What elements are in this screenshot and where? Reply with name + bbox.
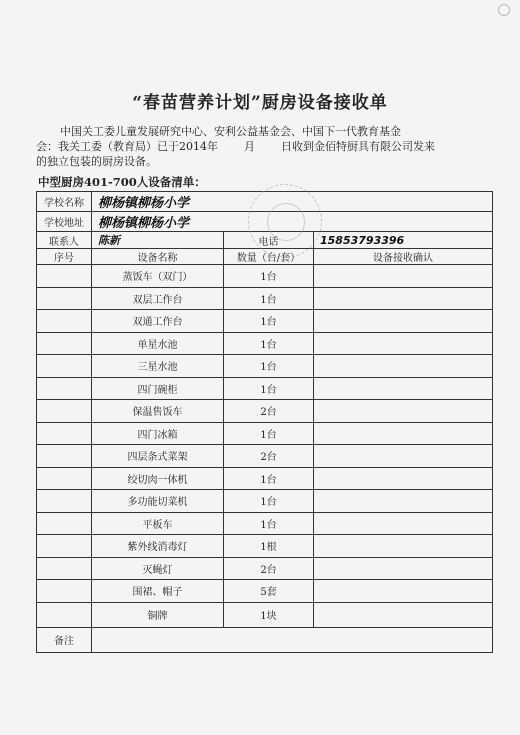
equipment-name-cell: 双层工作台 [92,287,224,310]
quantity-cell: 1块 [224,602,314,627]
row-index-cell [37,332,92,355]
table-row [37,287,493,310]
equipment-name-cell: 保温售饭车 [92,400,224,423]
school-address-label: 学校地址 [37,212,92,232]
equipment-name-cell: 灭蝇灯 [92,557,224,580]
remark-row [37,627,493,652]
table-row [37,557,493,580]
row-index-cell [37,467,92,490]
quantity-cell: 1台 [224,377,314,400]
contact-value[interactable]: 陈新 [92,232,224,249]
school-name-value[interactable]: 柳杨镇柳杨小学 [92,192,493,212]
row-index-cell [37,512,92,535]
quantity-cell: 1台 [224,422,314,445]
receipt-confirm-cell[interactable] [314,512,493,535]
quantity-cell: 1台 [224,490,314,513]
document-title: “春苗营养计划”厨房设备接收单 [132,93,388,113]
intro-line-2c: 日收到金佰特厨具有限公司发来 [281,140,435,153]
table-row [37,580,493,603]
table-row [37,310,493,333]
official-seal-stamp [248,184,322,258]
quantity-cell: 2台 [224,557,314,580]
table-row [37,422,493,445]
receipt-confirm-cell[interactable] [314,355,493,378]
equipment-name-cell: 铜牌 [92,602,224,627]
table-row [37,467,493,490]
row-index-cell [37,400,92,423]
equipment-name-cell: 双通工作台 [92,310,224,333]
row-index-cell [37,422,92,445]
receipt-confirm-cell[interactable] [314,467,493,490]
intro-line-2 [36,139,486,154]
equipment-name-cell: 平板车 [92,512,224,535]
remark-value[interactable] [92,627,493,652]
school-name-label: 学校名称 [37,192,92,212]
row-index-cell [37,445,92,468]
contact-label: 联系人 [37,232,92,249]
receipt-confirm-cell[interactable] [314,377,493,400]
quantity-cell: 1台 [224,310,314,333]
table-row [37,332,493,355]
row-index-cell [37,535,92,558]
quantity-cell: 2台 [224,445,314,468]
quantity-cell: 1台 [224,265,314,288]
quantity-cell: 1台 [224,332,314,355]
receipt-confirm-cell[interactable] [314,265,493,288]
phone-value[interactable]: 15853793396 [314,232,493,249]
row-index-cell [37,490,92,513]
table-row [37,265,493,288]
row-index-cell [37,557,92,580]
receipt-confirm-cell[interactable] [314,310,493,333]
school-address-value[interactable]: 柳杨镇柳杨小学 [92,212,493,232]
receipt-confirm-cell[interactable] [314,445,493,468]
equipment-name-cell: 绞切肉一体机 [92,467,224,490]
header-index: 序号 [37,249,92,265]
quantity-cell: 1台 [224,355,314,378]
equipment-name-cell: 四层条式菜架 [92,445,224,468]
quantity-cell: 2台 [224,400,314,423]
equipment-name-cell: 单星水池 [92,332,224,355]
equipment-list-subtitle: 中型厨房401-700人设备清单： [38,175,206,189]
quantity-cell: 1台 [224,467,314,490]
table-row [37,355,493,378]
table-row [37,445,493,468]
receipt-confirm-cell[interactable] [314,490,493,513]
intro-line-2a: 会：我关工委（教育局）已于2014年 [36,140,218,153]
row-index-cell [37,310,92,333]
receipt-confirm-cell[interactable] [314,535,493,558]
table-row [37,512,493,535]
phone-label: 电话 [224,232,314,249]
equipment-name-cell: 紫外线消毒灯 [92,535,224,558]
row-index-cell [37,377,92,400]
receipt-confirm-cell[interactable] [314,602,493,627]
equipment-name-cell: 多功能切菜机 [92,490,224,513]
hole-punch-mark [498,4,510,16]
receipt-confirm-cell[interactable] [314,332,493,355]
equipment-name-cell: 四门冰箱 [92,422,224,445]
row-index-cell [37,287,92,310]
intro-paragraph [36,124,486,169]
quantity-cell: 5套 [224,580,314,603]
header-quantity: 数量（台/套） [224,249,314,265]
table-row [37,535,493,558]
quantity-cell: 1根 [224,535,314,558]
equipment-name-cell: 三星水池 [92,355,224,378]
receipt-confirm-cell[interactable] [314,400,493,423]
receipt-confirm-cell[interactable] [314,580,493,603]
table-row [37,377,493,400]
row-index-cell [37,265,92,288]
table-row [37,490,493,513]
equipment-name-cell: 四门碗柜 [92,377,224,400]
quantity-cell: 1台 [224,512,314,535]
header-receipt-confirm: 设备接收确认 [314,249,493,265]
equipment-receipt-table [36,191,493,653]
intro-line-1: 中国关工委儿童发展研究中心、安利公益基金会、中国下一代教育基金 [60,125,401,138]
row-index-cell [37,355,92,378]
receipt-confirm-cell[interactable] [314,287,493,310]
row-index-cell [37,602,92,627]
receipt-confirm-cell[interactable] [314,422,493,445]
intro-line-3: 的独立包装的厨房设备。 [36,155,157,168]
quantity-cell: 1台 [224,287,314,310]
header-equipment-name: 设备名称 [92,249,224,265]
intro-line-2b: 月 [244,140,255,153]
row-index-cell [37,580,92,603]
equipment-name-cell: 蒸饭车（双门） [92,265,224,288]
table-row [37,400,493,423]
remark-label: 备注 [37,627,92,652]
table-row [37,602,493,627]
receipt-confirm-cell[interactable] [314,557,493,580]
equipment-name-cell: 围裙、帽子 [92,580,224,603]
